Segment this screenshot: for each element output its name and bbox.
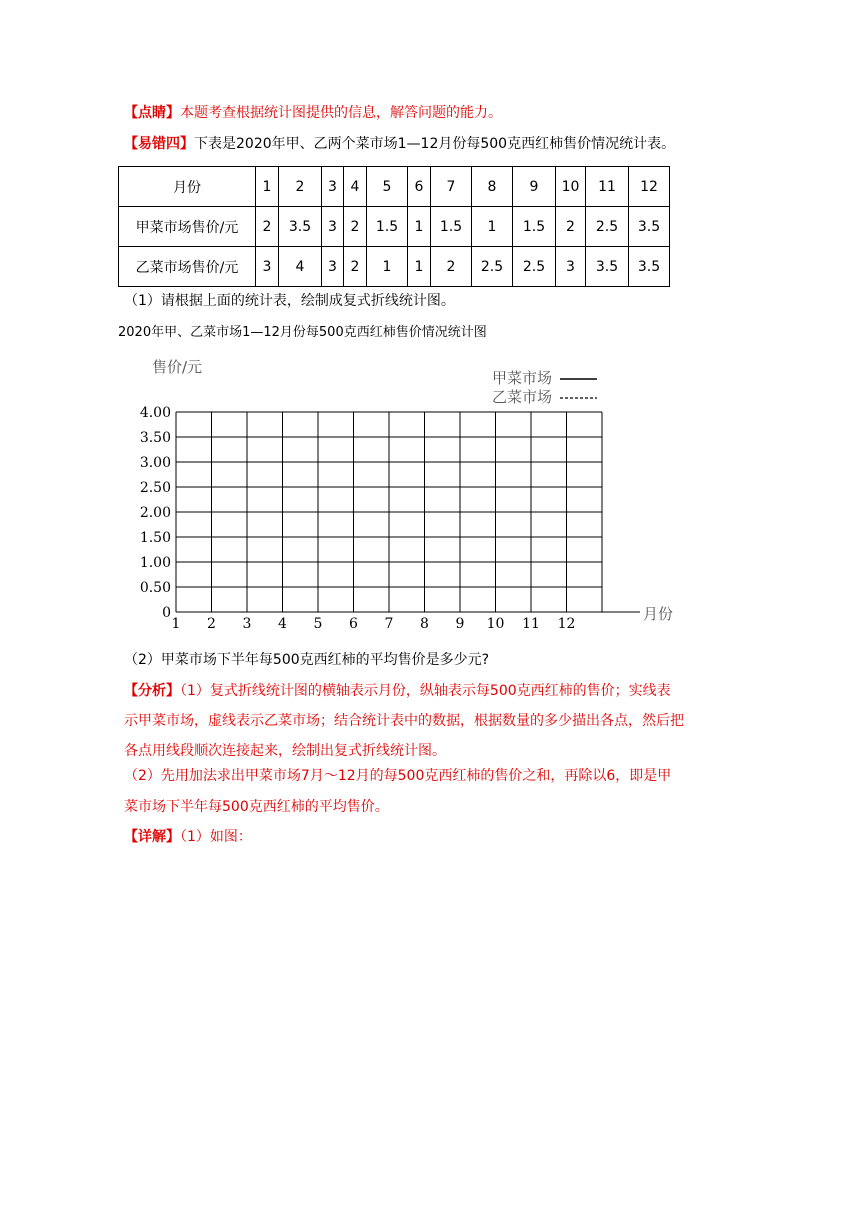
table-cell: 10 — [556, 167, 586, 207]
problem-tag: 【易错四】 — [124, 136, 194, 152]
table-cell: 5 — [367, 167, 408, 207]
table-cell: 2 — [344, 247, 367, 287]
x-tick-label: 9 — [455, 616, 465, 632]
detail-line — [124, 827, 252, 847]
hint-text: 本题考查根据统计图提供的信息，解答问题的能力。 — [180, 105, 502, 121]
table-cell: 1.5 — [367, 207, 408, 247]
detail-tag: 【详解】 — [124, 829, 180, 845]
table-cell: 11 — [586, 167, 629, 207]
question-1: （1）请根据上面的统计表，绘制成复式折线统计图。 — [124, 293, 455, 309]
y-tick-label: 4.00 — [139, 405, 171, 421]
table-cell: 2.5 — [472, 247, 513, 287]
table-row-label: 乙菜市场售价/元 — [119, 247, 256, 287]
x-tick-label: 4 — [278, 616, 287, 632]
table-header-label: 月份 — [119, 167, 256, 207]
x-tick-label: 2 — [207, 616, 216, 632]
table-cell: 9 — [513, 167, 556, 207]
question-2: （2）甲菜市场下半年每500克西红柿的平均售价是多少元? — [124, 652, 490, 668]
analysis-line-2: 示甲菜市场，虚线表示乙菜市场；结合统计表中的数据，根据数量的多少描出各点，然后把 — [124, 713, 684, 729]
table-cell: 3.5 — [629, 207, 670, 247]
legend — [492, 369, 597, 406]
table-cell: 3 — [556, 247, 586, 287]
table-cell: 2 — [256, 207, 279, 247]
table-cell: 1 — [367, 247, 408, 287]
table-cell: 2 — [344, 207, 367, 247]
x-tick-label: 10 — [486, 616, 505, 632]
table-cell: 4 — [344, 167, 367, 207]
table-cell: 2 — [556, 207, 586, 247]
x-tick-label: 5 — [313, 616, 323, 632]
table-row-label: 甲菜市场售价/元 — [119, 207, 256, 247]
x-tick-label: 12 — [557, 616, 576, 632]
analysis-tag: 【分析】 — [124, 683, 180, 699]
x-tick-label: 3 — [242, 616, 252, 632]
y-tick-label: 1.00 — [139, 555, 171, 571]
y-tick-labels — [140, 405, 171, 621]
analysis-text: （1）复式折线统计图的横轴表示月份，纵轴表示每500克西红柿的售价；实线表 — [180, 683, 671, 699]
table-cell: 1 — [408, 207, 431, 247]
y-tick-label: 3.00 — [139, 455, 171, 471]
analysis-line-4: （2）先用加法求出甲菜市场7月～12月的每500克西红柿的售价之和，再除以6，即是甲 — [124, 768, 672, 784]
y-tick-label: 2.50 — [139, 480, 171, 496]
x-tick-label: 1 — [171, 616, 181, 632]
table-cell: 1 — [408, 247, 431, 287]
table-cell: 3 — [322, 167, 344, 207]
table-cell: 2 — [431, 247, 472, 287]
y-tick-label: 0.50 — [139, 580, 171, 596]
table-cell: 1 — [472, 207, 513, 247]
analysis-line-5: 菜市场下半年每500克西红柿的平均售价。 — [124, 799, 389, 815]
x-tick-labels — [172, 616, 576, 632]
x-tick-label: 7 — [384, 616, 394, 632]
y-axis-label: 售价/元 — [152, 358, 203, 376]
table-cell: 2 — [279, 167, 322, 207]
x-axis-label: 月份 — [643, 605, 674, 623]
table-cell: 3.5 — [629, 247, 670, 287]
table-cell: 1.5 — [513, 207, 556, 247]
y-tick-label: 1.50 — [139, 530, 171, 546]
chart-caption: 2020年甲、乙菜市场1—12月份每500克西红柿售价情况统计图 — [118, 325, 487, 340]
table-cell: 7 — [431, 167, 472, 207]
x-tick-label: 8 — [420, 616, 429, 632]
table-cell: 4 — [279, 247, 322, 287]
detail-text: （1）如图： — [180, 829, 252, 845]
table-cell: 6 — [408, 167, 431, 207]
table-cell: 1.5 — [431, 207, 472, 247]
table-cell: 3 — [256, 247, 279, 287]
table-cell: 3 — [322, 247, 344, 287]
table-cell: 3.5 — [279, 207, 322, 247]
x-tick-label: 11 — [522, 616, 540, 632]
table-cell: 1 — [256, 167, 279, 207]
table-cell: 2.5 — [586, 207, 629, 247]
analysis-line-3: 各点用线段顺次连接起来，绘制出复式折线统计图。 — [124, 743, 446, 759]
hint-tag: 【点睛】 — [124, 105, 180, 121]
analysis-line-1 — [124, 681, 671, 701]
table-cell: 8 — [472, 167, 513, 207]
legend-yi-label: 乙菜市场 — [492, 388, 553, 406]
y-tick-label: 3.50 — [139, 430, 171, 446]
y-tick-label: 2.00 — [139, 505, 171, 521]
table-cell: 2.5 — [513, 247, 556, 287]
chart-grid — [176, 412, 640, 612]
table-cell: 12 — [629, 167, 670, 207]
problem-text: 下表是2020年甲、乙两个菜市场1—12月份每500克西红柿售价情况统计表。 — [194, 136, 676, 152]
table-cell: 3.5 — [586, 247, 629, 287]
legend-jia-label: 甲菜市场 — [492, 369, 553, 387]
y-tick-label: 0 — [162, 605, 171, 621]
table-cell: 3 — [322, 207, 344, 247]
x-tick-label: 6 — [349, 616, 358, 632]
